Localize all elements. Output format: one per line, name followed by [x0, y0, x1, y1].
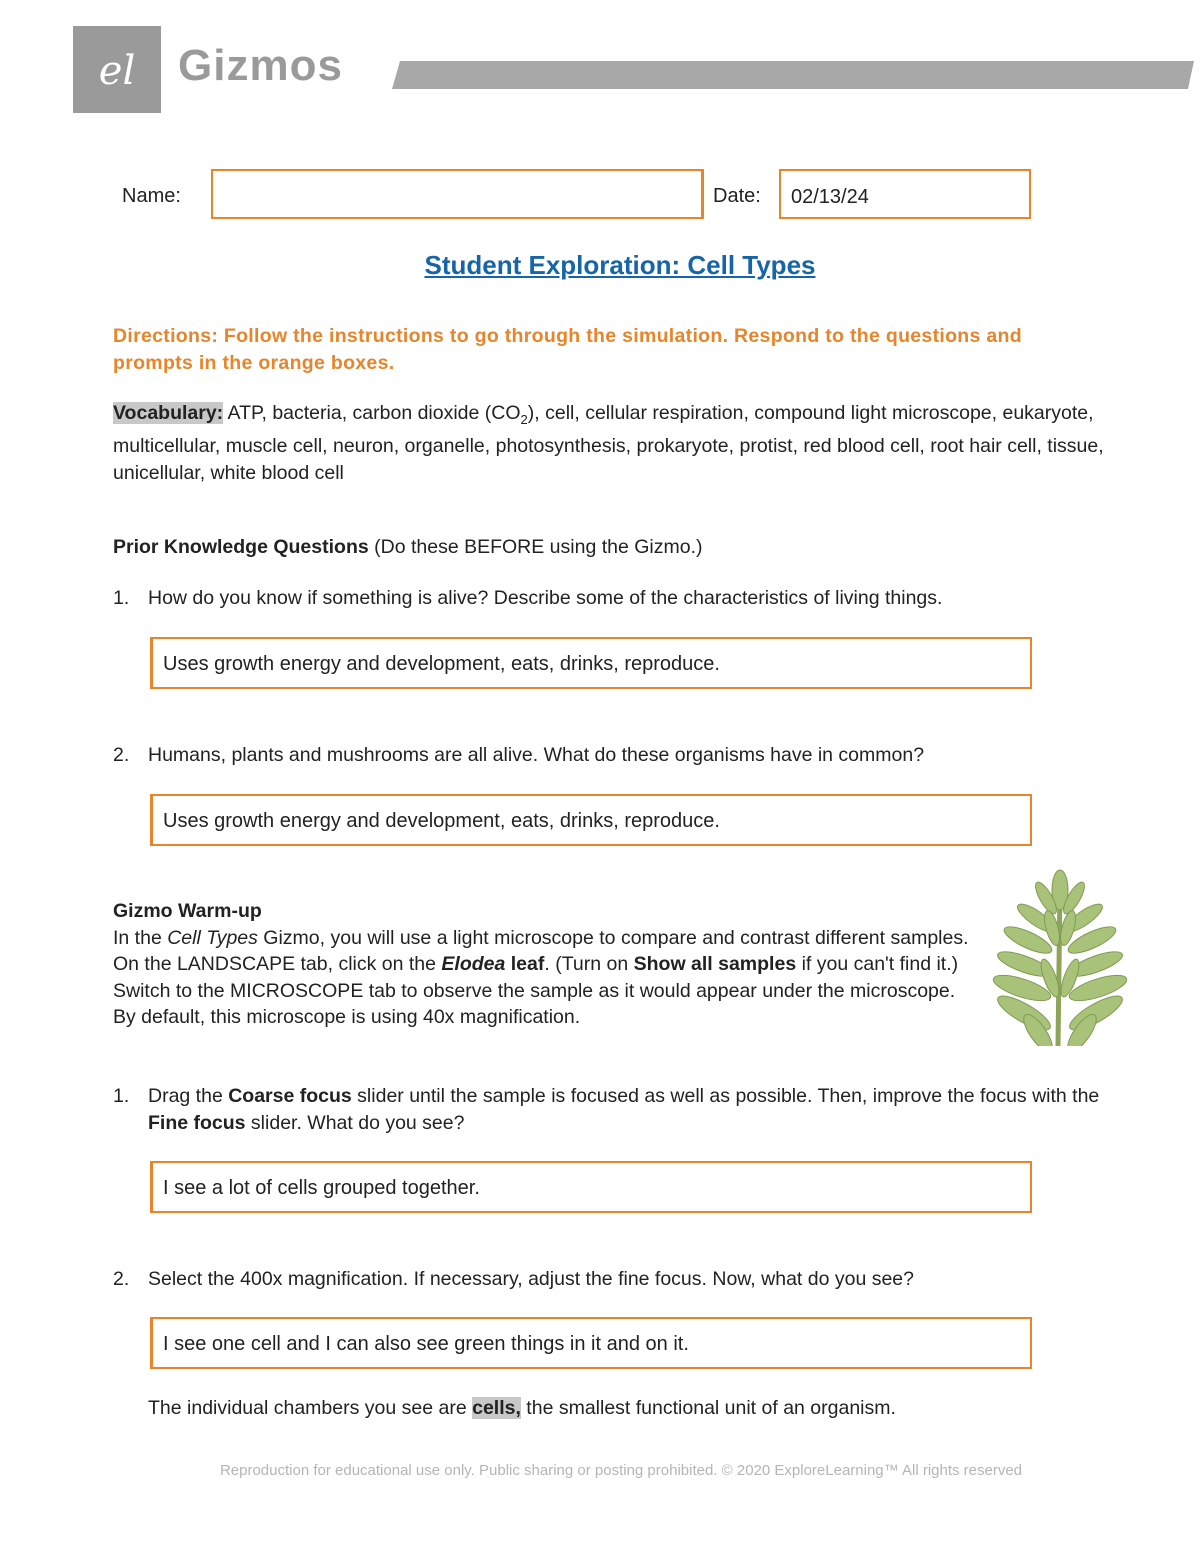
answer-text: Uses growth energy and development, eats, drinks, reproduce. — [163, 810, 720, 832]
date-value: 02/13/24 — [791, 186, 869, 208]
answer-box[interactable] — [150, 1317, 1032, 1369]
question-number: 1. — [113, 587, 130, 609]
answer-box[interactable] — [150, 794, 1032, 846]
header-banner-stripe — [392, 61, 1194, 89]
prior-heading-note: (Do these BEFORE using the Gizmo.) — [368, 536, 703, 558]
q-text: slider until the sample is focused as well as possible. Then, improve the focus with the — [351, 1085, 1100, 1107]
elodea-plant-illustration — [988, 868, 1130, 1046]
directions-text: Directions: Follow the instructions to go through the simulation. Respond to the questions and prompts in the orange boxes. — [113, 325, 1022, 374]
warmup-text: In the — [113, 926, 168, 949]
closing-text: the smallest functional unit of an organism. — [520, 1397, 896, 1419]
q-bold: Coarse focus — [228, 1085, 352, 1107]
question-text — [148, 1083, 1133, 1136]
name-label: Name: — [122, 185, 181, 207]
q-text: Drag the — [148, 1085, 229, 1107]
vocabulary-text-a: ATP, bacteria, carbon dioxide (CO — [223, 402, 521, 424]
warmup-bold-italic: Elodea — [441, 953, 506, 975]
answer-box[interactable] — [150, 637, 1032, 689]
warmup-section — [113, 898, 973, 1031]
footer-copyright: Reproduction for educational use only. Public sharing or posting prohibited. © 2020 ExploreLearning™ All rights reserved — [219, 1462, 1023, 1479]
warmup-bold: leaf — [505, 953, 545, 975]
explorelearning-logo — [73, 26, 161, 113]
vocabulary-paragraph — [113, 400, 1128, 486]
prior-knowledge-heading — [113, 534, 1128, 561]
closing-bold: cells, — [472, 1397, 521, 1419]
question-number: 2. — [113, 744, 130, 766]
name-field[interactable] — [211, 169, 704, 219]
answer-text: Uses growth energy and development, eats, drinks, reproduce. — [163, 653, 720, 675]
warmup-italic: Cell Types — [167, 926, 258, 949]
q-bold: Fine focus — [148, 1111, 246, 1134]
answer-text: I see a lot of cells grouped together. — [163, 1177, 480, 1199]
closing-sentence — [148, 1395, 1133, 1422]
vocabulary-subscript: 2 — [520, 411, 528, 427]
svg-text:el: el — [98, 48, 136, 94]
q-text: slider. What do you see? — [245, 1111, 465, 1134]
question-number: 2. — [113, 1268, 130, 1290]
question-number: 1. — [113, 1085, 130, 1107]
vocabulary-label: Vocabulary: — [113, 402, 224, 424]
vocabulary-text-b: ), cell, cellular respiration, compound light microscope, eukaryote, multicellular, muscle cell, neuron, organelle, photosynthesis, prokaryote, protist, red blood cell, root hair cell, tissue, unicellular, white blood cell — [113, 402, 1104, 484]
question-text: Humans, plants and mushrooms are all alive. What do these organisms have in common? — [148, 744, 925, 766]
gizmos-wordmark: Gizmos — [178, 41, 343, 90]
date-label: Date: — [713, 185, 761, 207]
el-logo-icon — [73, 26, 161, 113]
answer-text: I see one cell and I can also see green things in it and on it. — [163, 1333, 689, 1355]
question-text: Select the 400x magnification. If necessary, adjust the fine focus. Now, what do you see? — [148, 1268, 914, 1290]
prior-heading-bold: Prior Knowledge Questions — [113, 536, 369, 558]
warmup-heading: Gizmo Warm-up — [113, 900, 262, 922]
closing-text: The individual chambers you see are — [148, 1397, 473, 1419]
warmup-text: if you can't find it.) Switch to the MICROSCOPE tab to observe the sample as it would appear under the microscope. By default, this microscope is using 40x magnification. — [113, 953, 959, 1028]
question-text: How do you know if something is alive? Describe some of the characteristics of living things. — [148, 587, 943, 609]
warmup-text: Gizmo, you will use a light microscope to compare and contrast different samples. On the LANDSCAPE tab, click on the — [113, 926, 969, 975]
warmup-text: . (Turn on — [544, 953, 634, 975]
warmup-bold: Show all samples — [633, 953, 797, 975]
date-field[interactable] — [779, 169, 1031, 219]
page-title: Student Exploration: Cell Types — [424, 250, 816, 280]
answer-box[interactable] — [150, 1161, 1032, 1213]
